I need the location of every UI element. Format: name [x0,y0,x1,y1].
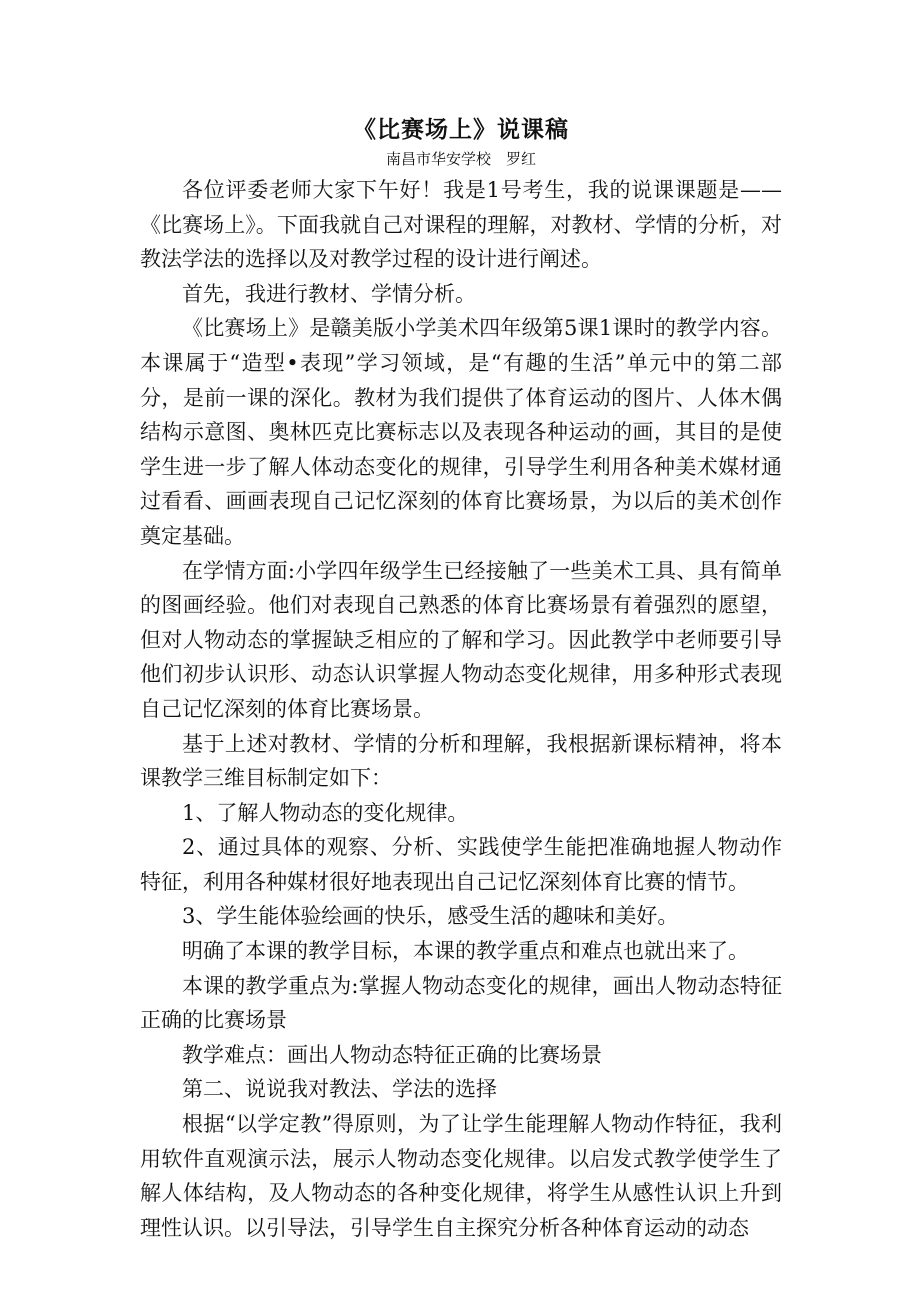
document-page [140,112,782,1245]
paragraph-textbook: 《比赛场上》是赣美版小学美术四年级第5课1课时的教学内容。本课属于“造型•表现”学习领域，是“有趣的生活”单元中的第二部分，是前一课的深化。教材为我们提供了体育运动的图片、人体木偶结构示意图、奥林匹克比赛标志以及表现各种运动的画，其目的是使学生进一步了解人体动态变化的规律，引导学生利用各种美术媒材通过看看、画画表现自己记忆深刻的体育比赛场景，为以后的美术创作奠定基础。 [140,316,782,548]
paragraph-greeting: 各位评委老师大家下午好！我是1号考生，我的说课课题是——《比赛场上》。下面我就自己对课程的理解，对教材、学情的分析，对教法学法的选择以及对教学过程的设计进行阐述。 [140,178,782,272]
document-title: 《比赛场上》说课稿 [353,116,569,143]
paragraph-methods-heading: 第二、说说我对教法、学法的选择 [182,1077,497,1102]
document-body [140,173,782,1245]
paragraph-learners: 在学情方面:小学四年级学生已经接触了一些美术工具、具有简单的图画经验。他们对表现自己熟悉的体育比赛场景有着强烈的愿望，但对人物动态的掌握缺乏相应的了解和学习。因此教学中老师要引导他们初步认识形、动态认识掌握人物动态变化规律，用多种形式表现自己记忆深刻的体育比赛场景。 [140,558,782,721]
paragraph-goals-intro: 基于上述对教材、学情的分析和理解，我根据新课标精神，将本课教学三维目标制定如下： [140,731,782,791]
paragraph-key-points-intro: 明确了本课的教学目标，本课的教学重点和难点也就出来了。 [182,939,749,964]
paragraph-goal-3: 3、学生能体验绘画的快乐，感受生活的趣味和美好。 [182,904,679,929]
paragraph-goal-2: 2、通过具体的观察、分析、实践使学生能把准确地握人物动作特征，利用各种媒材很好地表现出自己记忆深刻体育比赛的情节。 [140,835,782,894]
paragraph-goal-1: 1、了解人物动态的变化规律。 [182,800,469,825]
paragraph-difficulty: 教学难点：画出人物动态特征正确的比赛场景 [182,1042,602,1067]
paragraph-key-point: 本课的教学重点为:掌握人物动态变化的规律，画出人物动态特征正确的比赛场景 [140,973,782,1033]
paragraph-methods: 根据“以学定教”得原则，为了让学生能理解人物动作特征，我利用软件直观演示法，展示人物动态变化规律。以启发式教学使学生了解人体结构，及人物动态的各种变化规律，将学生从感性认识上升到理性认识。以引导法，引导学生自主探究分析各种体育运动的动态 [140,1112,782,1240]
paragraph-analysis-intro: 首先，我进行教材、学情分析。 [182,281,476,306]
document-author-line: 南昌市华安学校 罗红 [385,150,536,168]
